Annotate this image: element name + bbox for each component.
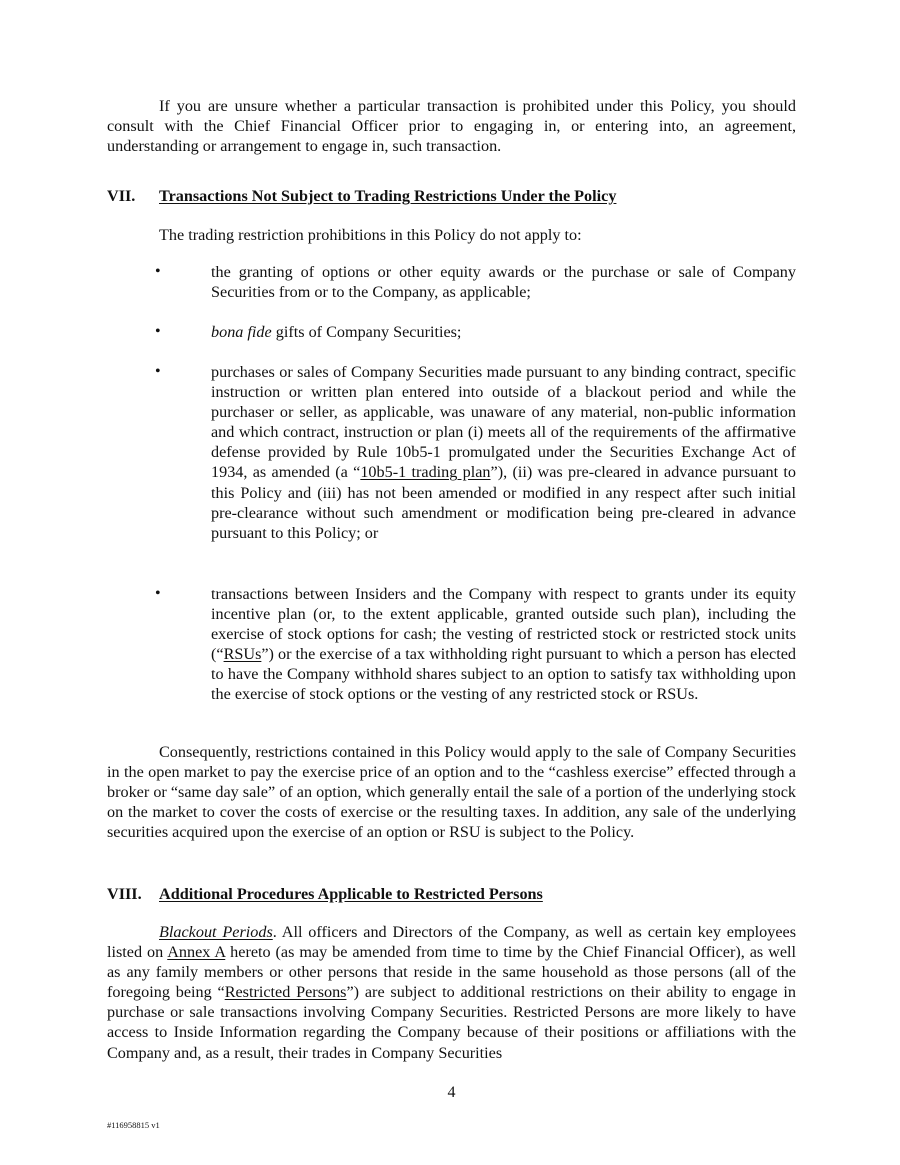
intro-paragraph: If you are unsure whether a particular transaction is prohibited under this Policy, you should consult with the Chief Financial Officer prior to engaging in, or entering into, an agreement, understanding or arrangement to engage in, such transaction. (107, 97, 796, 156)
section-vii-lead: The trading restriction prohibitions in this Policy do not apply to: (159, 226, 582, 244)
italic-term: bona fide (211, 323, 272, 341)
section-title: Additional Procedures Applicable to Restricted Persons (159, 885, 543, 903)
paragraph-lead-in: Blackout Periods (159, 923, 273, 941)
list-item-text: the granting of options or other equity awards or the purchase or sale of Company Securities from or to the Company, as applicable; (211, 263, 796, 302)
document-id: #116958815 v1 (107, 1120, 160, 1130)
section-title: Transactions Not Subject to Trading Restrictions Under the Policy (159, 187, 617, 205)
defined-term: RSUs (223, 645, 262, 664)
list-item-text: bona fide gifts of Company Securities; (211, 323, 462, 341)
defined-term: 10b5-1 trading plan (360, 463, 491, 482)
section-number: VIII. (107, 885, 142, 903)
list-item-text: purchases or sales of Company Securities made pursuant to any binding contract, specific instruction or written plan entered into outside of a blackout period and while the purchaser or seller, as applicable, was unaware of any material, non-public information and which contract, instruction or plan (i) meets all of the requirements of the affirmative defense provided by Rule 10b5-1 promulgated under the Securities Exchange Act of 1934, as amended (a “10b5-1 trading plan”), (ii) was pre-cleared in advance pursuant to this Policy and (iii) has not been amended or modified in any respect after such initial pre-clearance without such amendment or modification being pre-cleared in advance pursuant to this Policy; or (211, 363, 796, 542)
page-number: 4 (447, 1084, 456, 1101)
bullet-icon: • (155, 323, 161, 340)
bullet-icon: • (155, 585, 161, 602)
bullet-icon: • (155, 263, 161, 280)
closing-paragraph: Consequently, restrictions contained in this Policy would apply to the sale of Company Securities in the open market to pay the exercise price of an option and to the “cashless exercise” effected through a broker or “same day sale” of an option, which generally entail the sale of a portion of the underlying stock on the market to cover the costs of exercise or the resulting taxes. In addition, any sale of the underlying securities acquired upon the exercise of an option or RSU is subject to the Policy. (107, 743, 796, 842)
bullet-icon: • (155, 363, 161, 380)
blackout-periods-paragraph: Blackout Periods. All officers and Directors of the Company, as well as certain key employees listed on Annex A hereto (as may be amended from time to time by the Chief Financial Officer), as well as any family members or other persons that reside in the same household as those persons (all of the foregoing being “Restricted Persons”) are subject to additional restrictions on their ability to engage in purchase or sale transactions involving Company Securities. Restricted Persons are more likely to have access to Inside Information regarding the Company because of their positions or affiliations with the Company and, as a result, their trades in Company Securities (107, 923, 797, 1062)
defined-term: Restricted Persons (224, 983, 347, 1002)
annex-a-reference: Annex A (167, 943, 226, 962)
list-item-text: transactions between Insiders and the Company with respect to grants under its equity incentive plan (or, to the extent applicable, granted outside such plan), including the exercise of stock options for cash; the vesting of restricted stock or restricted stock units (“RSUs”) or the exercise of a tax withholding right pursuant to which a person has elected to have the Company withhold shares subject to an option to satisfy tax withholding upon the exercise of stock options or the vesting of any restricted stock or RSUs. (211, 585, 796, 704)
section-number: VII. (107, 187, 136, 205)
